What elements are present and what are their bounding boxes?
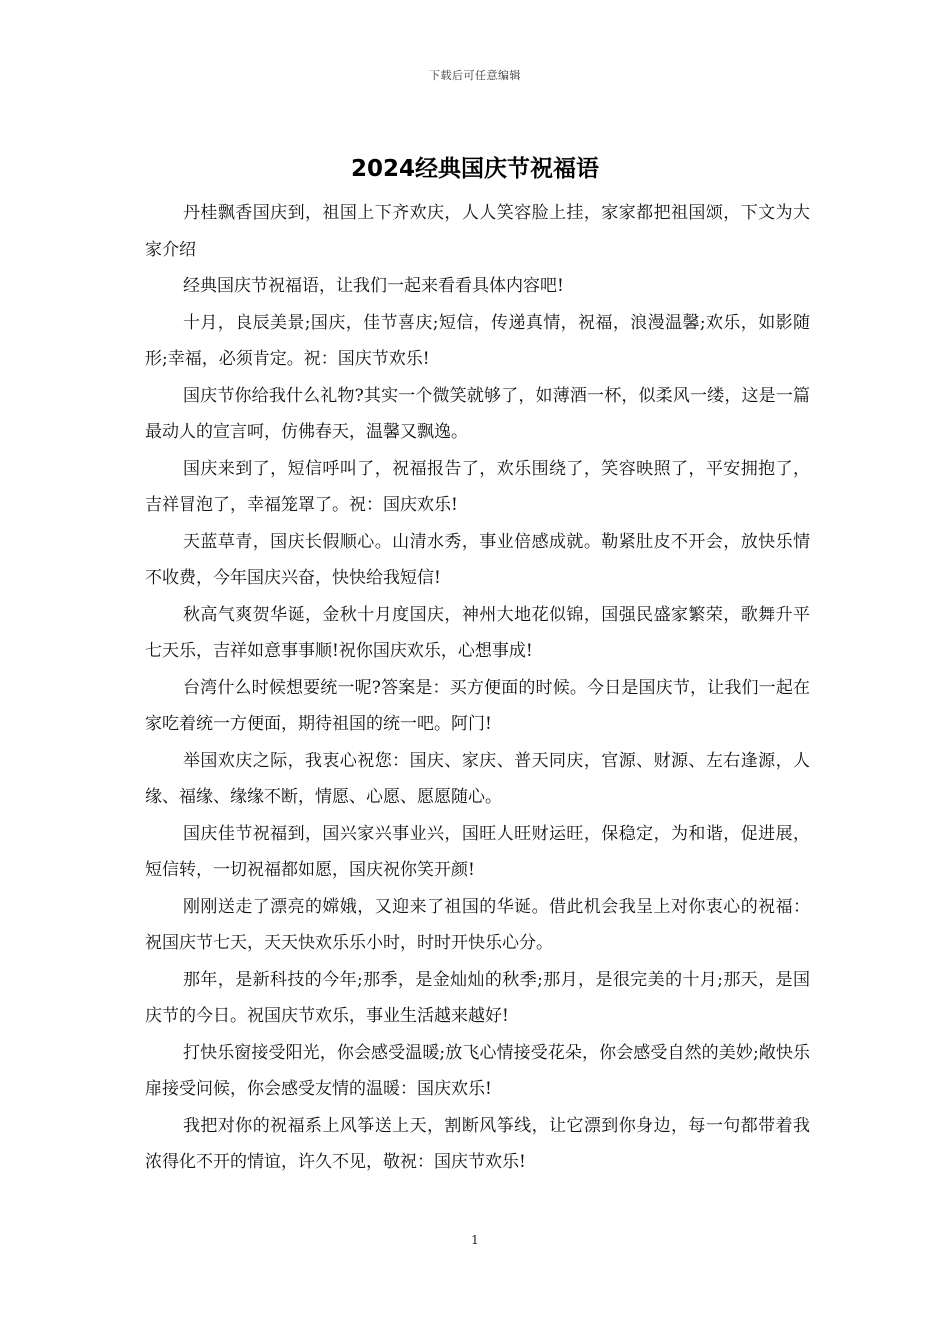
paragraph-6: 天蓝草青，国庆长假顺心。山清水秀，事业倍感成就。勒紧肚皮不开会，放快乐情不收费，今年国庆兴奋，快快给我短信!: [145, 531, 810, 588]
paragraph-8: 台湾什么时候想要统一呢?答案是：买方便面的时候。今日是国庆节，让我们一起在家吃着统一方便面，期待祖国的统一吧。阿门!: [145, 677, 810, 734]
paragraph-11: 刚刚送走了漂亮的嫦娥，又迎来了祖国的华诞。借此机会我呈上对你衷心的祝福：祝国庆节七天，天天快欢乐乐小时，时时开快乐心分。: [145, 896, 810, 953]
paragraph-13: 打快乐窗接受阳光，你会感受温暖;放飞心情接受花朵，你会感受自然的美妙;敞快乐扉接受问候，你会感受友情的温暖：国庆欢乐!: [145, 1042, 810, 1099]
paragraph-1: 丹桂飘香国庆到，祖国上下齐欢庆，人人笑容脸上挂，家家都把祖国颂，下文为大家介绍: [145, 203, 810, 260]
document-title: 2024经典国庆节祝福语: [350, 156, 599, 182]
paragraph-10: 国庆佳节祝福到，国兴家兴事业兴，国旺人旺财运旺，保稳定，为和谐，促进展，短信转，一切祝福都如愿，国庆祝你笑开颜!: [145, 823, 810, 880]
paragraph-4: 国庆节你给我什么礼物?其实一个微笑就够了，如薄酒一杯，似柔风一缕，这是一篇最动人的宣言呵，仿佛春天，温馨又飘逸。: [145, 385, 810, 442]
paragraph-3: 十月，良辰美景;国庆，佳节喜庆;短信，传递真情，祝福，浪漫温馨;欢乐，如影随形;幸福，必须肯定。祝：国庆节欢乐!: [145, 312, 810, 369]
page-number: 1: [471, 1233, 479, 1247]
paragraph-12: 那年，是新科技的今年;那季，是金灿灿的秋季;那月，是很完美的十月;那天，是国庆节的今日。祝国庆节欢乐，事业生活越来越好!: [145, 969, 810, 1026]
paragraph-9: 举国欢庆之际，我衷心祝您：国庆、家庆、普天同庆，官源、财源、左右逢源，人缘、福缘、缘缘不断，情愿、心愿、愿愿随心。: [145, 750, 810, 807]
paragraph-5: 国庆来到了，短信呼叫了，祝福报告了，欢乐围绕了，笑容映照了，平安拥抱了，吉祥冒泡了，幸福笼罩了。祝：国庆欢乐!: [145, 458, 810, 515]
paragraph-7: 秋高气爽贺华诞，金秋十月度国庆，神州大地花似锦，国强民盛家繁荣，歌舞升平七天乐，吉祥如意事事顺!祝你国庆欢乐，心想事成!: [145, 604, 810, 661]
paragraph-2: 经典国庆节祝福语，让我们一起来看看具体内容吧!: [183, 276, 564, 296]
paragraph-14: 我把对你的祝福系上风筝送上天，割断风筝线，让它漂到你身边，每一句都带着我浓得化不开的情谊，许久不见，敬祝：国庆节欢乐!: [145, 1115, 810, 1172]
page-header-note: 下载后可任意编辑: [429, 69, 521, 82]
document-body: [145, 195, 810, 1181]
